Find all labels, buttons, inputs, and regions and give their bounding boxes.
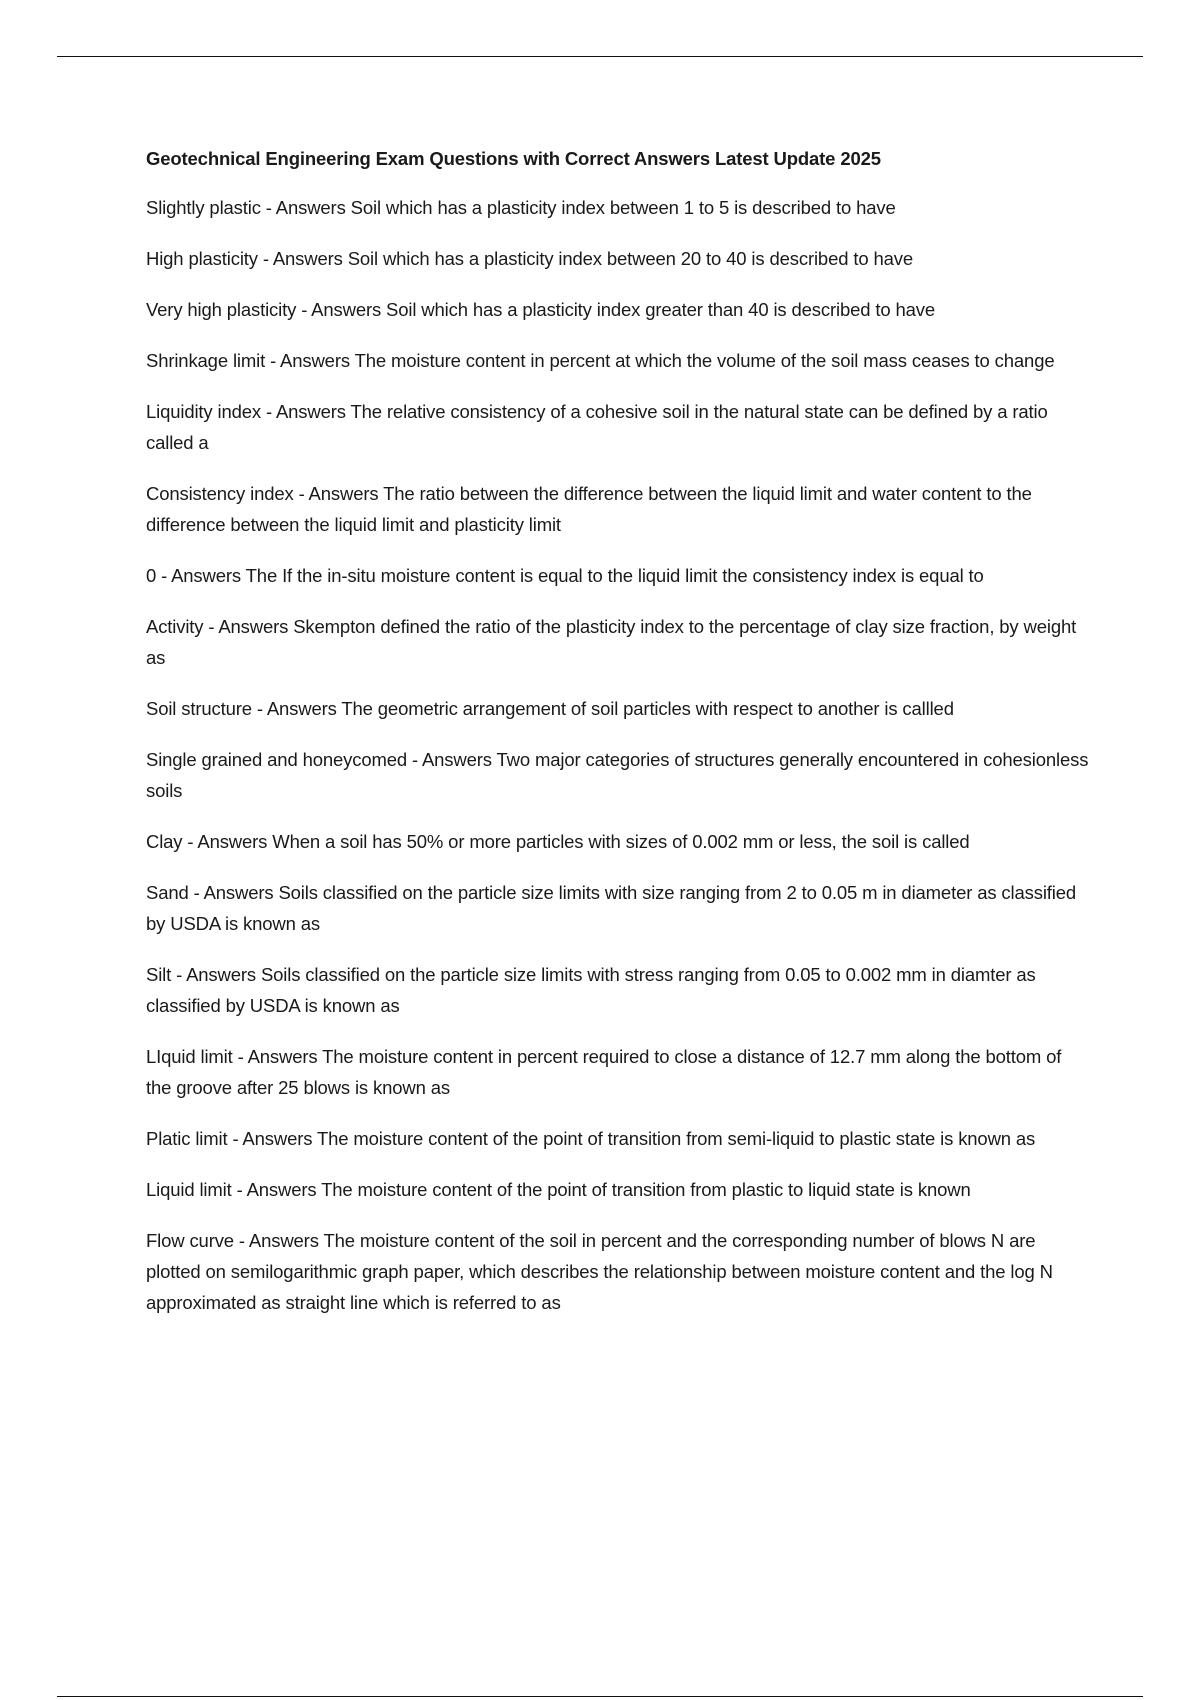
header-rule — [57, 56, 1143, 57]
qa-entry: Single grained and honeycomed - Answers Two major categories of structures generally encountered in cohesionless soils — [146, 749, 1089, 801]
qa-entry: Activity - Answers Skempton defined the ratio of the plasticity index to the percentage of clay size fraction, by weight as — [146, 616, 1077, 668]
qa-entry: Sand - Answers Soils classified on the particle size limits with size ranging from 2 to 0.05 m in diameter as classified by USDA is known as — [146, 882, 1077, 934]
qa-entry: LIquid limit - Answers The moisture content in percent required to close a distance of 12.7 mm along the bottom of the groove after 25 blows is known as — [146, 1046, 1062, 1098]
qa-entry: 0 - Answers The If the in-situ moisture content is equal to the liquid limit the consistency index is equal to — [146, 565, 984, 586]
qa-entry: Shrinkage limit - Answers The moisture content in percent at which the volume of the soil mass ceases to change — [146, 350, 1055, 371]
qa-entry: Liquidity index - Answers The relative consistency of a cohesive soil in the natural state can be defined by a ratio called a — [146, 401, 1048, 453]
qa-entry: Flow curve - Answers The moisture content of the soil in percent and the corresponding number of blows N are plotted on semilogarithmic graph paper, which describes the relationship between moisture content and the log N approximated as straight line which is referred to as — [146, 1230, 1053, 1313]
qa-entry: Very high plasticity - Answers Soil which has a plasticity index greater than 40 is described to have — [146, 299, 935, 320]
qa-entry: Slightly plastic - Answers Soil which has a plasticity index between 1 to 5 is described to have — [146, 197, 896, 218]
qa-entry: Liquid limit - Answers The moisture content of the point of transition from plastic to liquid state is known — [146, 1179, 971, 1200]
qa-entry: High plasticity - Answers Soil which has a plasticity index between 20 to 40 is described to have — [146, 248, 913, 269]
qa-entry: Platic limit - Answers The moisture content of the point of transition from semi-liquid to plastic state is known as — [146, 1128, 1036, 1149]
qa-entry: Silt - Answers Soils classified on the particle size limits with stress ranging from 0.05 to 0.002 mm in diamter as classified by USDA is known as — [146, 964, 1036, 1016]
qa-entry: Soil structure - Answers The geometric arrangement of soil particles with respect to another is callled — [146, 698, 954, 719]
qa-entry: Consistency index - Answers The ratio between the difference between the liquid limit and water content to the difference between the liquid limit and plasticity limit — [146, 483, 1032, 535]
qa-entry: Clay - Answers When a soil has 50% or more particles with sizes of 0.002 mm or less, the soil is called — [146, 831, 970, 852]
document-title: Geotechnical Engineering Exam Questions with Correct Answers Latest Update 2025 — [146, 148, 881, 169]
footer-rule — [57, 1696, 1143, 1697]
document-body — [146, 146, 1091, 1338]
